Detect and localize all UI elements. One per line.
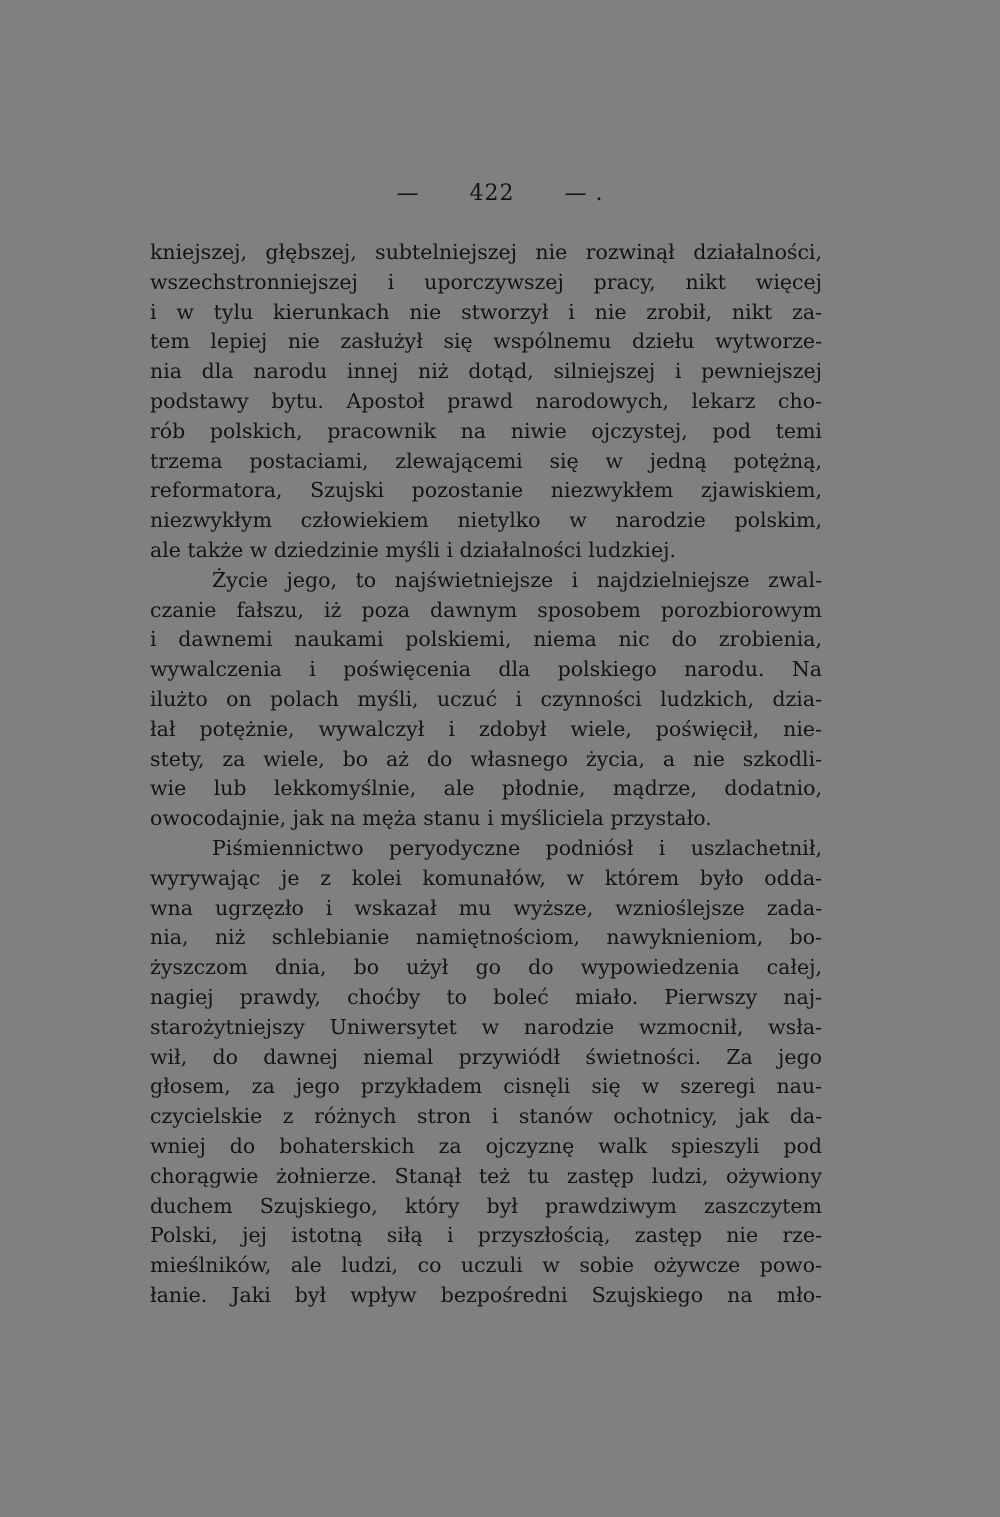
- text-line: ilużto on polach myśli, uczuć i czynności ludzkich, dzia-: [150, 686, 822, 711]
- page-header: [0, 181, 1000, 206]
- page-number: 422: [469, 181, 515, 206]
- text-line: mieślników, ale ludzi, co uczuli w sobie ożywcze powo-: [150, 1253, 822, 1278]
- text-line: ale także w dziedzinie myśli i działalności ludzkiej.: [150, 537, 676, 562]
- text-line: Piśmiennictwo peryodyczne podniósł i uszlachetnił,: [212, 835, 822, 860]
- body-text: [150, 238, 822, 1311]
- text-line: Życie jego, to najświetniejsze i najdzielniejsze zwal-: [212, 567, 822, 592]
- text-line: podstawy bytu. Apostoł prawd narodowych, lekarz cho-: [150, 388, 822, 413]
- text-line: niezwykłym człowiekiem nietylko w narodzie polskim,: [150, 508, 822, 533]
- text-line: wszechstronniejszej i uporczywszej pracy, nikt więcej: [150, 269, 822, 294]
- text-line: i w tylu kierunkach nie stworzył i nie zrobił, nikt za-: [150, 299, 822, 324]
- text-line: chorągwie żołnierze. Stanął też tu zastęp ludzi, ożywiony: [150, 1163, 822, 1188]
- text-line: nia dla narodu innej niż dotąd, silniejszej i pewniejszej: [150, 359, 822, 384]
- text-line: wna ugrzęzło i wskazał mu wyższe, wznioślejsze zada-: [150, 895, 822, 920]
- text-line: rób polskich, pracownik na niwie ojczystej, pod temi: [150, 418, 822, 443]
- text-line: nagiej prawdy, choćby to bolеć miało. Pierwszy naj-: [150, 984, 822, 1009]
- text-line: łanie. Jaki był wpływ bezpośredni Szujskiego na mło-: [150, 1282, 822, 1307]
- text-line: duchem Szujskiego, który był prawdziwym zaszczytem: [150, 1193, 822, 1218]
- text-line: czanie fałszu, iż poza dawnym sposobem porozbiorowym: [150, 597, 822, 622]
- text-line: trzema postaciami, zlewającemi się w jedną potężną,: [150, 448, 822, 473]
- text-line: tem lepiej nie zasłużył się wspólnemu dziełu wytworze-: [150, 329, 822, 354]
- text-line: nia, niż schlebianie namiętnościom, nawyknieniom, bo-: [150, 925, 822, 950]
- text-line: czycielskie z różnych stron i stanów ochotnicy, jak da-: [150, 1104, 822, 1129]
- text-line: reformatora, Szujski pozostanie niezwykłem zjawiskiem,: [150, 478, 822, 503]
- header-left-dash: —: [396, 181, 420, 206]
- text-line: żyszczom dnia, bo użył go do wypowiedzenia całej,: [150, 955, 822, 980]
- text-line: Polski, jej istotną siłą i przyszłością, zastęp nie rze-: [150, 1223, 822, 1248]
- text-line: wił, do dawnej niemal przywiódł świetności. Za jego: [150, 1044, 822, 1069]
- text-line: wie lub lekkomyślnie, ale płodnie, mądrze, dodatnio,: [150, 776, 822, 801]
- text-line: kniejszej, głębszej, subtelniejszej nie rozwinął działalności,: [150, 240, 822, 264]
- text-line: łał potężnie, wywalczył i zdobył wiele, poświęcił, nie-: [150, 716, 822, 741]
- header-right-dash: — .: [564, 181, 604, 206]
- text-line: wyrywając je z kolei komunałów, w którem było odda-: [150, 865, 822, 890]
- text-line: owocodajnie, jak na męża stanu i myśliciela przystało.: [150, 806, 712, 831]
- text-line: stety, za wiele, bo aż do własnego życia, a nie szkodli-: [150, 746, 822, 771]
- text-line: wywalczenia i poświęcenia dla polskiego narodu. Na: [150, 657, 822, 682]
- text-line: starożytniejszy Uniwersytet w narodzie wzmocnił, wsła-: [150, 1014, 822, 1039]
- text-line: i dawnemi naukami polskiemi, niema nic do zrobienia,: [150, 627, 822, 652]
- text-line: wniej do bohaterskich za ojczyznę walk spieszyli pod: [150, 1133, 822, 1158]
- text-line: głosem, za jego przykładem cisnęli się w szeregi nau-: [150, 1074, 822, 1099]
